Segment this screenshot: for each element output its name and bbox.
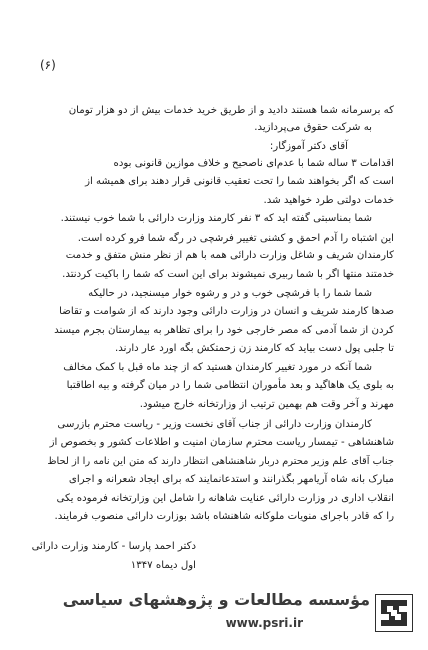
signature-name: دکتر احمد پارسا - کارمند وزارت دارائی (31, 541, 196, 552)
text-line: صدها کارمند شریف و انسان در وزارت دارائی وجود دارند که از شوامت و تقاضا (59, 306, 394, 317)
text-line: به شرکت حقوق می‌پردازید. (254, 122, 372, 133)
text-line: این اشتباه را آدم احمق و کشنی تغییر فرشچی در رگه شما فرو کرده است. (77, 233, 394, 244)
watermark (0, 589, 428, 639)
text-line: به بلوی یک هاهاگید و بعد مأموران انتظامی شما را در میان گرفته و بیه اطاقتبا (66, 380, 394, 391)
watermark-url: www.psri.ir (225, 616, 303, 630)
text-line: جناب آقای علم وزیر محترم دربار شاهنشاهی انتظار دارند که متن این نامه را از لحاظ (47, 456, 394, 467)
signature-date: اول دیماه ۱۳۴۷ (130, 560, 196, 571)
text-line: که برسرمانه شما هستند دادید و از طریق خرید خدمات بیش از دو هزار تومان (68, 105, 394, 116)
text-line: کردن از شما آدمی که مصر خارجی خود را برای تظاهر به بیمارستان بجرم میسند (54, 325, 394, 336)
text-line: شما آنکه در مورد تغییر کارمندان هستید که از چند ماه قبل با کمک مخالف (63, 362, 372, 373)
text-line: انقلاب اداری در وزارت دارائی عنایت شاهانه را شامل این وزارتخانه فرموده یکی (56, 493, 394, 504)
page-number: (۶) (40, 58, 56, 72)
text-line: اقدامات ۳ ساله شما با عدم‌ای ناصحیح و خلاف موازین قانونی بوده (113, 158, 394, 169)
text-line: تا جلبی پول دست بیاید که کارمند زن زحمتکش بگه اورد عار دارند. (114, 343, 394, 354)
text-line: آقای دکتر آموزگار: (269, 141, 348, 152)
institution-logo-icon (375, 594, 413, 632)
text-line: شاهنشاهی - تیمسار ریاست محترم سازمان امنیت و اطلاعات کشور و بخصوص از (49, 437, 394, 448)
text-line: مهرند و آخر وقت هم بهمین ترتیب از وزارتخانه خارج میشود. (139, 399, 394, 410)
watermark-institution: مؤسسه مطالعات و پژوهشهای سیاسی (62, 590, 370, 609)
text-line: شما بمناسبتی گفته اید که ۳ نفر کارمند وزارت دارائی با شما خوب نیستند. (60, 213, 372, 224)
text-line: کارمندان شریف و شاغل وزارت دارائی همه با هم از نظر منش متفق و خدمت (65, 250, 394, 261)
text-line: شما شما را با فرشچی خوب و در و رشوه خوار میسنجید، در حالیکه (88, 288, 372, 299)
text-line: خدمات دولتی طرد خواهید شد. (263, 195, 394, 206)
text-line: مبارک بانه شاه آریامهر بگذرانند و استدعانمایند که برای ایجاد شعرانه و اجرای (68, 474, 394, 485)
text-line: را که قادر باجرای منویات ملوکانه شاهنشاه باشد بوزارت دارائی منصوب فرمایند. (54, 511, 394, 522)
text-line: است که اگر بخواهند شما را تحت تعقیب قانونی قرار دهند برای همیشه از (85, 176, 394, 187)
text-line: خدمتند منتها اگر با شما ربیری نمیشوند برای این است که شما را باکیت کردنتد. (62, 269, 394, 280)
text-line: کارمندان وزارت دارائی از جناب آقای نخست وزیر - ریاست محترم بازرسی (57, 419, 372, 430)
